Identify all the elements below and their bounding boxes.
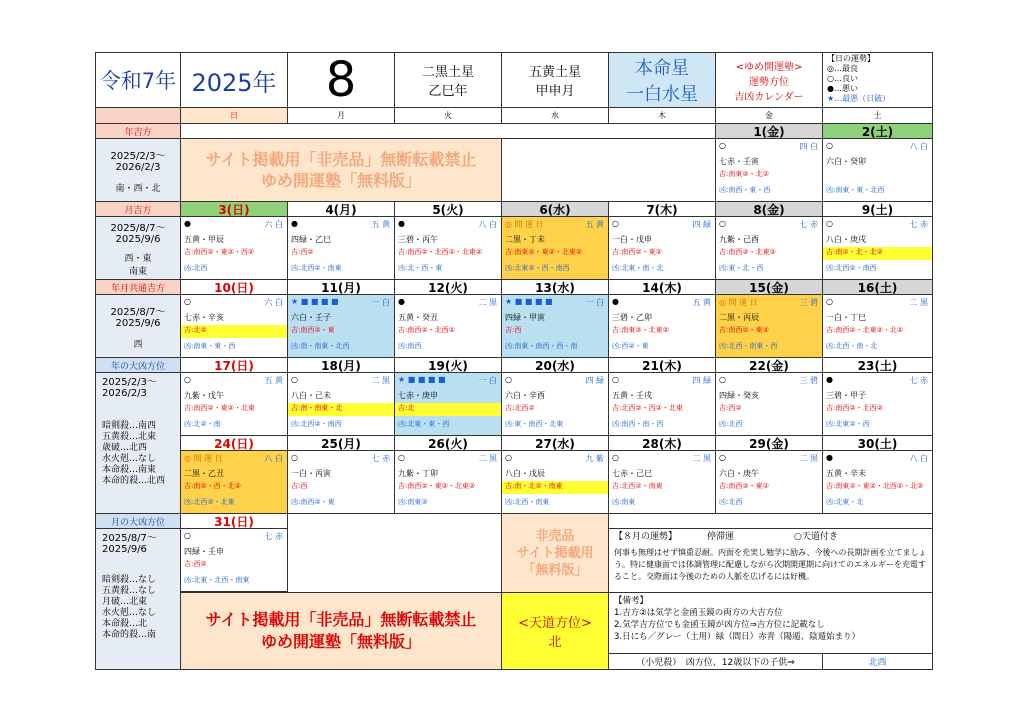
year-lucky-info [95, 138, 181, 202]
date-header-22: 22(金) [715, 357, 823, 373]
day-kyo-11: 凶:南・南東・北西 [291, 342, 350, 350]
fortune-note: ○天道付き [794, 532, 838, 542]
day-mark-18: ○ [291, 375, 298, 384]
blank-top-header [180, 123, 716, 139]
day-mark-21: ○ [612, 375, 619, 384]
day-kanshi-2: 六白・癸卯 [826, 157, 866, 166]
fortune-status: 停滞運 [707, 532, 735, 542]
day-mark-23: ● [826, 375, 833, 384]
day-cell-16[interactable] [822, 294, 933, 358]
title-line1: <ゆめ開運塾> [735, 61, 803, 73]
day-mark-19: ★ ■ ■ ■ ■ [398, 375, 446, 384]
watermark-small3: 「無料版」 [522, 562, 588, 578]
day-cell-7[interactable] [608, 216, 716, 280]
date-header-21: 21(木) [608, 357, 716, 373]
day-kanshi-31: 四緑・壬申 [184, 547, 224, 556]
day-mark-14: ● [612, 297, 619, 306]
date-header-6: 6(水) [501, 201, 609, 217]
day-kyo-5: 凶:北・西・東 [398, 264, 443, 272]
day-star-13: 一 白 [585, 298, 604, 307]
watermark-top [180, 138, 502, 202]
day-cell-24[interactable] [180, 450, 288, 514]
honmei-cell [608, 52, 716, 108]
day-kyo-15: 凶:北西・南東・西 [719, 342, 778, 350]
day-star-22: 三 碧 [799, 376, 818, 385]
day-star-8: 七 赤 [799, 220, 818, 229]
day-cell-8[interactable] [715, 216, 823, 280]
date-header-12: 12(火) [394, 279, 502, 295]
day-kichi-28: 吉:北西②・南東 [612, 482, 663, 490]
day-star-12: 二 黒 [478, 298, 497, 307]
day-kyo-9: 凶:北西②・南西 [826, 264, 877, 272]
day-cell-23[interactable] [822, 372, 933, 436]
day-kichi-18: 吉:南・南東・北 [288, 403, 394, 416]
day-cell-5[interactable] [394, 216, 502, 280]
day-kyo-29: 凶:北西 [719, 498, 743, 506]
date-header-20: 20(水) [501, 357, 609, 373]
year-bad-label: 年の大凶方位 [95, 357, 181, 373]
day-kanshi-13: 四緑・甲寅 [505, 313, 545, 322]
month-bad-period: 2025/8/7〜 2025/9/6 [102, 533, 157, 555]
notes-item-2: 2.気学吉方位でも金函玉鏡が凶方位⇒吉方位に記載なし [614, 620, 825, 630]
date-header-13: 13(水) [501, 279, 609, 295]
day-kyo-13: 凶:南東・南西・西・南 [505, 342, 578, 350]
date-header-25: 25(月) [287, 435, 395, 451]
date-header-19: 19(火) [394, 357, 502, 373]
day-mark-3: ● [184, 219, 191, 228]
day-kanshi-25: 一白・丙寅 [291, 469, 331, 478]
day-mark-29: ○ [719, 453, 726, 462]
year-lucky-period: 2025/2/3〜 2026/2/3 [110, 150, 166, 173]
day-star-4: 五 黄 [371, 220, 390, 229]
date-header-30: 30(土) [822, 435, 933, 451]
day-star-10: 六 白 [264, 298, 283, 307]
day-kyo-10: 凶:南東・東・西 [184, 342, 236, 350]
day-kyo-22: 凶:北西 [719, 420, 743, 428]
day-kichi-30: 吉:南東②・東②・北西②・北② [826, 482, 924, 490]
day-kanshi-18: 八白・己未 [291, 391, 331, 400]
day-cell-2[interactable] [822, 138, 933, 202]
day-star-31: 七 赤 [264, 532, 283, 541]
title-line2: 運勢方位 [749, 76, 789, 88]
day-kyo-6: 凶:北東②・西・南西 [505, 264, 570, 272]
date-header-23: 23(土) [822, 357, 933, 373]
date-header-1: 1(金) [715, 123, 823, 139]
day-kichi-23: 吉:南西②・北西② [826, 404, 883, 412]
day-kanshi-14: 三碧・乙卯 [612, 313, 652, 322]
day-kichi-2 [823, 169, 932, 182]
fortune-body: 何事も無理はせず慎重忍耐。内面を充実し勉学に励み、今後への長期計画を立てましょう。特に健康面では体調管理に配慮しながら次期開運期に向けてのエネルギーを充電すること。交際面は今後のための人脈を広げるには好機。 [614, 548, 927, 581]
day-kanshi-21: 五黄・壬戌 [612, 391, 652, 400]
day-star-26: 二 黒 [478, 454, 497, 463]
year-bad-info [95, 372, 181, 514]
day-kanshi-5: 三碧・丙午 [398, 235, 438, 244]
day-star-6: 五 黄 [585, 220, 604, 229]
day-kanshi-10: 七赤・辛亥 [184, 313, 224, 322]
watermark-line2: ゆめ開運塾「無料版」 [260, 171, 421, 190]
day-kanshi-23: 三碧・甲子 [826, 391, 866, 400]
watermark-small2: サイト掲載用 [516, 545, 594, 561]
weekday-5: 金 [715, 107, 823, 124]
date-header-27: 27(水) [501, 435, 609, 451]
day-kyo-16: 凶:北西・南・北 [826, 342, 878, 350]
tendo-cell [501, 592, 609, 670]
watermark-small1: 非売品 [535, 528, 575, 544]
month-bad-label: 月の大凶方位 [95, 513, 181, 529]
day-kyo-14: 凶:西②・東 [612, 342, 649, 350]
day-mark-4: ● [291, 219, 298, 228]
day-cell-10[interactable] [180, 294, 288, 358]
day-mark-10: ○ [184, 297, 191, 306]
day-kichi-22: 吉:西② [719, 404, 742, 412]
weekday-0: 日 [180, 107, 288, 124]
day-kyo-19: 凶:北東・東・西 [398, 420, 450, 428]
date-header-28: 28(木) [608, 435, 716, 451]
fortune-header [614, 531, 927, 543]
day-cell-22[interactable] [715, 372, 823, 436]
date-header-9: 9(土) [822, 201, 933, 217]
day-star-23: 七 赤 [909, 376, 928, 385]
day-cell-26[interactable] [394, 450, 502, 514]
day-kanshi-4: 四緑・乙巳 [291, 235, 331, 244]
day-cell-25[interactable] [287, 450, 395, 514]
year-bad-period: 2025/2/3〜 2026/2/3 [102, 377, 157, 399]
year-bad-list: 暗剣殺…南西 五黄殺…北東 歳破…北西 水火剋…なし 本命殺…南東 本命的殺…北西 [102, 421, 166, 486]
month-star-cell [501, 52, 609, 108]
day-cell-27[interactable] [501, 450, 609, 514]
day-star-1: 四 白 [799, 142, 818, 151]
day-star-7: 四 緑 [692, 220, 711, 229]
day-mark-24: ◎ 開 運 日 [184, 454, 223, 463]
day-kyo-21: 凶:南西・南・西 [612, 420, 664, 428]
day-kyo-1: 凶:南西・東・西 [719, 186, 771, 194]
day-cell-3[interactable] [180, 216, 288, 280]
day-cell-30[interactable] [822, 450, 933, 514]
day-star-5: 八 白 [478, 220, 497, 229]
day-cell-13[interactable] [501, 294, 609, 358]
day-kichi-24: 吉:南②・西・北② [184, 482, 241, 490]
day-cell-14[interactable] [608, 294, 716, 358]
child-label: （小児殺） 凶方位、12歳以下の子供⇒ [608, 653, 823, 670]
day-kanshi-29: 六白・庚午 [719, 469, 759, 478]
day-mark-12: ● [398, 297, 405, 306]
day-kichi-17: 吉:南西②・東②・北東 [184, 404, 255, 412]
day-star-18: 二 黒 [371, 376, 390, 385]
date-header-8: 8(金) [715, 201, 823, 217]
day-kyo-20: 凶:東・南西・北東 [505, 420, 564, 428]
year-lucky-dirs: 南・西・北 [115, 183, 161, 194]
day-kichi-15: 吉:南西②・東② [719, 326, 769, 334]
legend-cell [822, 52, 933, 108]
notes-item-3: 3.日にち／グレー（土用）緑（間日）赤青（陽遁、陰遁始まり） [614, 632, 861, 642]
date-header-16: 16(土) [822, 279, 933, 295]
day-kyo-27: 凶:北西・南東 [505, 498, 550, 506]
day-mark-5: ● [398, 219, 405, 228]
day-kichi-3: 吉:南西②・東②・西② [184, 248, 255, 256]
day-kanshi-15: 二黒・丙辰 [719, 313, 759, 322]
day-kichi-19: 吉:北 [395, 403, 501, 416]
year-cell: 2025年 [180, 52, 288, 108]
day-star-15: 三 碧 [799, 298, 818, 307]
weekday-4: 木 [608, 107, 716, 124]
day-mark-25: ○ [291, 453, 298, 462]
day-kichi-1: 吉:南東②・北② [719, 170, 769, 178]
weekday-3: 水 [501, 107, 609, 124]
day-kanshi-26: 九紫・丁卯 [398, 469, 438, 478]
day-star-27: 九 紫 [585, 454, 604, 463]
day-mark-20: ○ [505, 375, 512, 384]
day-kanshi-24: 二黒・乙丑 [184, 469, 224, 478]
day-kichi-14: 吉:南東②・北東② [612, 326, 669, 334]
day-kyo-2: 凶:南東・東・北西 [826, 186, 885, 194]
date-header-18: 18(月) [287, 357, 395, 373]
day-kanshi-3: 五黄・甲辰 [184, 235, 224, 244]
day-star-20: 四 緑 [585, 376, 604, 385]
legend-good: ○…良い [827, 74, 858, 83]
day-mark-22: ○ [719, 375, 726, 384]
watermark-line1: サイト掲載用「非売品」無断転載禁止 [205, 150, 477, 169]
day-star-21: 四 緑 [692, 376, 711, 385]
day-cell-15[interactable] [715, 294, 823, 358]
honmei-label: 本命星 [635, 58, 689, 79]
day-kichi-16: 吉:南西②・北東②・北② [826, 326, 904, 334]
day-mark-31: ○ [184, 531, 191, 540]
day-kanshi-20: 六白・辛酉 [505, 391, 545, 400]
watermark-bottom-line1: サイト掲載用「非売品」無断転載禁止 [205, 610, 477, 629]
day-kyo-17: 凶:北②・南 [184, 420, 221, 428]
date-header-3: 3(日) [180, 201, 288, 217]
month-lucky-label: 月吉方 [95, 201, 181, 217]
day-kanshi-12: 五黄・癸丑 [398, 313, 438, 322]
weekday-corner [95, 107, 181, 124]
day-kyo-7: 凶:北東・南・北 [612, 264, 664, 272]
day-kyo-18: 凶:北西②・南西 [291, 420, 342, 428]
date-header-26: 26(火) [394, 435, 502, 451]
notes-item-1: 1.吉方②は気学と金函玉鏡の両方の大吉方位 [614, 608, 783, 618]
common-lucky-label: 年月共通吉方 [95, 279, 181, 295]
day-kanshi-28: 七赤・己巳 [612, 469, 652, 478]
year-lucky-label: 年吉方 [95, 123, 181, 139]
date-header-24: 24(日) [180, 435, 288, 451]
day-star-29: 二 黒 [799, 454, 818, 463]
day-star-19: 一 白 [478, 376, 497, 385]
month-lucky-dirs: 西・東 南東 [124, 254, 152, 277]
day-kichi-21: 吉:北西②・西②・北東 [612, 404, 683, 412]
watermark-small [501, 513, 609, 593]
day-mark-2: ○ [826, 141, 833, 150]
day-kyo-8: 凶:東・北・西 [719, 264, 764, 272]
day-kyo-3: 凶:北西 [184, 264, 208, 272]
day-kanshi-11: 六白・壬子 [291, 313, 331, 322]
day-kyo-26: 凶:南東② [398, 498, 428, 506]
day-mark-6: ◎ 開 運 日 [505, 220, 544, 229]
day-kichi-31: 吉:西② [184, 560, 207, 568]
day-kichi-27: 吉:南・北②・南東 [502, 481, 608, 494]
day-kanshi-27: 八白・戊辰 [505, 469, 545, 478]
day-kichi-25: 吉:西 [291, 482, 308, 490]
day-kyo-30: 凶:北東・北 [826, 498, 864, 506]
watermark-bottom [180, 592, 502, 670]
day-star-28: 二 黒 [692, 454, 711, 463]
day-kanshi-30: 五黄・辛未 [826, 469, 866, 478]
date-header-2: 2(土) [822, 123, 933, 139]
day-mark-1: ○ [719, 141, 726, 150]
day-kanshi-17: 九紫・戊午 [184, 391, 224, 400]
day-mark-11: ★ ■ ■ ■ ■ [291, 297, 339, 306]
legend-best: ◎…最良 [827, 64, 858, 73]
day-cell-11[interactable] [287, 294, 395, 358]
year-star-cell [394, 52, 502, 108]
date-header-5: 5(火) [394, 201, 502, 217]
fortune-top-border [608, 513, 933, 529]
day-star-2: 八 白 [909, 142, 928, 151]
day-star-24: 八 白 [264, 454, 283, 463]
date-header-10: 10(日) [180, 279, 288, 295]
day-kanshi-8: 九紫・己酉 [719, 235, 759, 244]
day-kichi-9: 吉:南②・北・北② [823, 247, 932, 260]
day-kichi-8: 吉:南西②・北東② [719, 248, 776, 256]
day-cell-19[interactable] [394, 372, 502, 436]
day-cell-17[interactable] [180, 372, 288, 436]
day-cell-12[interactable] [394, 294, 502, 358]
day-star-14: 五 黄 [692, 298, 711, 307]
day-kichi-13: 吉:西 [505, 326, 522, 334]
notes-title: 【備考】 [614, 596, 649, 606]
date-header-17: 17(日) [180, 357, 288, 373]
day-cell-31[interactable] [180, 528, 288, 592]
day-mark-15: ◎ 開 運 日 [719, 298, 758, 307]
honmei-star: 一白水星 [626, 84, 698, 105]
tendo-dir: 北 [548, 635, 562, 650]
notes-cell [608, 592, 933, 654]
month-star: 五黄土星 [528, 65, 581, 80]
day-cell-6[interactable] [501, 216, 609, 280]
month-cell: 8 [287, 52, 395, 108]
watermark-bottom-line2: ゆめ開運塾「無料版」 [260, 632, 421, 651]
day-mark-13: ★ ■ ■ ■ ■ [505, 297, 553, 306]
day-kyo-4: 凶:北西②・南東 [291, 264, 342, 272]
date-header-11: 11(月) [287, 279, 395, 295]
day-cell-28[interactable] [608, 450, 716, 514]
day-kanshi-16: 一白・丁巳 [826, 313, 866, 322]
day-mark-8: ○ [719, 219, 726, 228]
day-kanshi-6: 二黒・丁未 [505, 235, 545, 244]
date-header-15: 15(金) [715, 279, 823, 295]
weekday-2: 火 [394, 107, 502, 124]
day-kichi-26: 吉:南西②・東②・北東② [398, 482, 476, 490]
era-cell: 令和7年 [95, 52, 181, 108]
day-kanshi-7: 一白・戊申 [612, 235, 652, 244]
tendo-label: <天道方位> [518, 616, 592, 631]
title-line3: 吉凶カレンダー [734, 91, 804, 103]
date-header-14: 14(木) [608, 279, 716, 295]
day-kyo-25: 凶:南西②・東 [291, 498, 335, 506]
day-cell-21[interactable] [608, 372, 716, 436]
day-kyo-12: 凶:南西 [398, 342, 422, 350]
fortune-cell [608, 528, 933, 593]
day-star-17: 五 黄 [264, 376, 283, 385]
day-star-25: 七 赤 [371, 454, 390, 463]
fortune-title: 【８月の運勢】 [614, 532, 678, 542]
day-cell-18[interactable] [287, 372, 395, 436]
day-kyo-23: 凶:北東②・西 [826, 420, 870, 428]
common-lucky-dirs: 西 [133, 339, 143, 350]
weekday-6: 土 [822, 107, 933, 124]
day-kichi-5: 吉:南西②・北西②・北東② [398, 248, 483, 256]
month-lucky-period: 2025/8/7〜 2025/9/6 [110, 223, 166, 245]
month-kanshi: 甲申月 [535, 84, 575, 99]
day-cell-4[interactable] [287, 216, 395, 280]
day-kichi-20: 吉:北西② [505, 404, 535, 412]
date-header-4: 4(月) [287, 201, 395, 217]
day-kichi-10: 吉:北② [181, 325, 287, 338]
day-mark-9: ○ [826, 219, 833, 228]
day-cell-1[interactable] [715, 138, 823, 202]
month-lucky-info [95, 216, 181, 280]
day-kichi-7: 吉:南西②・東② [612, 248, 662, 256]
day-kichi-29: 吉:南西②・東② [719, 482, 769, 490]
day-kanshi-9: 八白・庚戌 [826, 235, 866, 244]
empty-cell-31a [287, 513, 502, 593]
legend-worst: ★…最悪（日破） [827, 94, 891, 103]
child-dir: 北西 [822, 653, 933, 670]
day-cell-29[interactable] [715, 450, 823, 514]
common-lucky-info [95, 294, 181, 358]
date-header-7: 7(木) [608, 201, 716, 217]
day-mark-26: ○ [398, 453, 405, 462]
day-star-30: 八 白 [909, 454, 928, 463]
day-kanshi-22: 四緑・癸亥 [719, 391, 759, 400]
year-star: 二黒土星 [421, 65, 474, 80]
month-bad-list: 暗剣殺…なし 五黄殺…なし 月破…北東 水火剋…なし 本命殺…北 本命的殺…南 [102, 575, 157, 640]
day-star-9: 七 赤 [909, 220, 928, 229]
day-mark-27: ○ [505, 453, 512, 462]
day-star-11: 一 白 [371, 298, 390, 307]
title-cell [715, 52, 823, 108]
legend-bad: ●…悪い [827, 84, 858, 93]
day-mark-17: ○ [184, 375, 191, 384]
day-kyo-31: 凶:北東・北西・南東 [184, 576, 250, 584]
day-mark-16: ○ [826, 297, 833, 306]
year-kanshi: 乙巳年 [428, 84, 468, 99]
day-kanshi-19: 七赤・庚申 [398, 391, 438, 400]
day-kichi-6: 吉:南東②・東②・北東② [505, 248, 583, 256]
legend-title: 【日の運勢】 [827, 54, 875, 63]
day-cell-9[interactable] [822, 216, 933, 280]
date-header-31: 31(日) [180, 513, 288, 529]
day-kanshi-1: 七赤・壬寅 [719, 157, 759, 166]
day-kichi-11: 吉:南西②・東 [291, 326, 335, 334]
day-star-3: 六 白 [264, 220, 283, 229]
day-kyo-24: 凶:北西②・北東 [184, 498, 235, 506]
day-star-16: 二 黒 [909, 298, 928, 307]
day-kichi-4: 吉:西② [291, 248, 314, 256]
month-bad-info [95, 528, 181, 670]
day-cell-20[interactable] [501, 372, 609, 436]
date-header-29: 29(金) [715, 435, 823, 451]
weekday-1: 月 [287, 107, 395, 124]
day-mark-7: ○ [612, 219, 619, 228]
day-kichi-12: 吉:南西②・北西② [398, 326, 455, 334]
day-mark-30: ● [826, 453, 833, 462]
day-mark-28: ○ [612, 453, 619, 462]
common-lucky-period: 2025/8/7〜 2025/9/6 [110, 306, 166, 329]
day-kyo-28: 凶:南東 [612, 498, 636, 506]
